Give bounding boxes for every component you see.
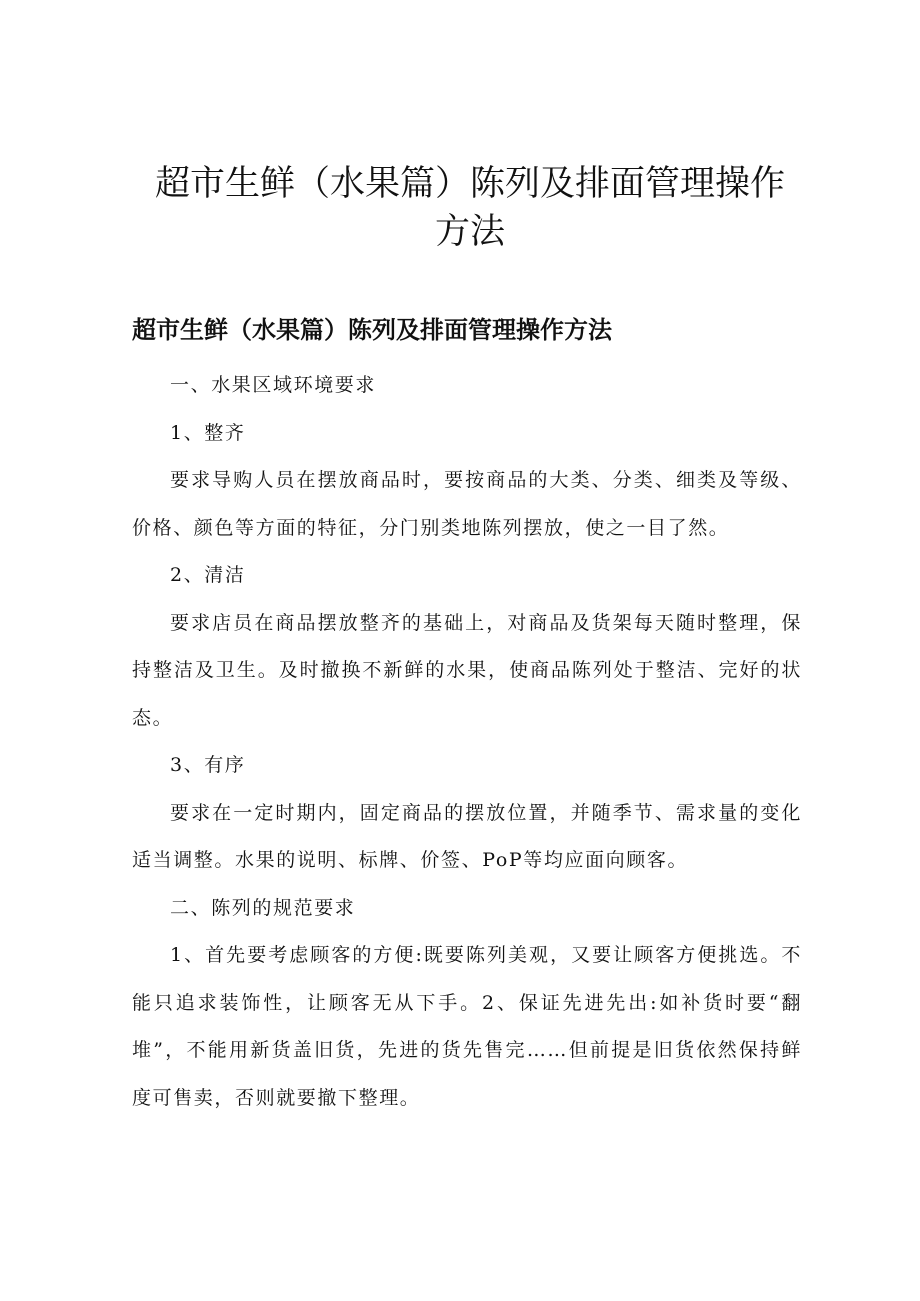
item-heading-order: 3、有序 <box>170 754 246 776</box>
paragraph-tidy: 要求导购人员在摆放商品时，要按商品的大类、分类、细类及等级、价格、颜色等方面的特征，分门别类地陈列摆放，使之一目了然。 <box>132 469 802 539</box>
paragraph-order: 要求在一定时期内，固定商品的摆放位置，并随季节、需求量的变化适当调整。水果的说明、标牌、价签、PoP等均应面向顾客。 <box>132 801 802 871</box>
subheading-environment: 一、水果区域环境要求 <box>170 374 377 396</box>
item-heading-tidy: 1、整齐 <box>170 421 246 444</box>
item-heading-clean: 2、清洁 <box>170 564 246 586</box>
document-title: 超市生鲜（水果篇）陈列及排面管理操作方法 <box>154 164 785 252</box>
document-body <box>132 362 802 1122</box>
subheading-display-rules: 二、陈列的规范要求 <box>170 896 356 919</box>
section-heading: 超市生鲜（水果篇）陈列及排面管理操作方法 <box>132 316 612 344</box>
paragraph-clean: 要求店员在商品摆放整齐的基础上，对商品及货架每天随时整理，保持整洁及卫生。及时撤换不新鲜的水果，使商品陈列处于整洁、完好的状态。 <box>132 611 802 729</box>
paragraph-display-rules: 1、首先要考虑顾客的方便:既要陈列美观，又要让顾客方便挑选。不能只追求装饰性，让顾客无从下手。2、保证先进先出:如补货时要“翻堆”，不能用新货盖旧货，先进的货先售完……但前提是旧货依然保持鲜度可售卖，否则就要撤下整理。 <box>132 944 802 1109</box>
